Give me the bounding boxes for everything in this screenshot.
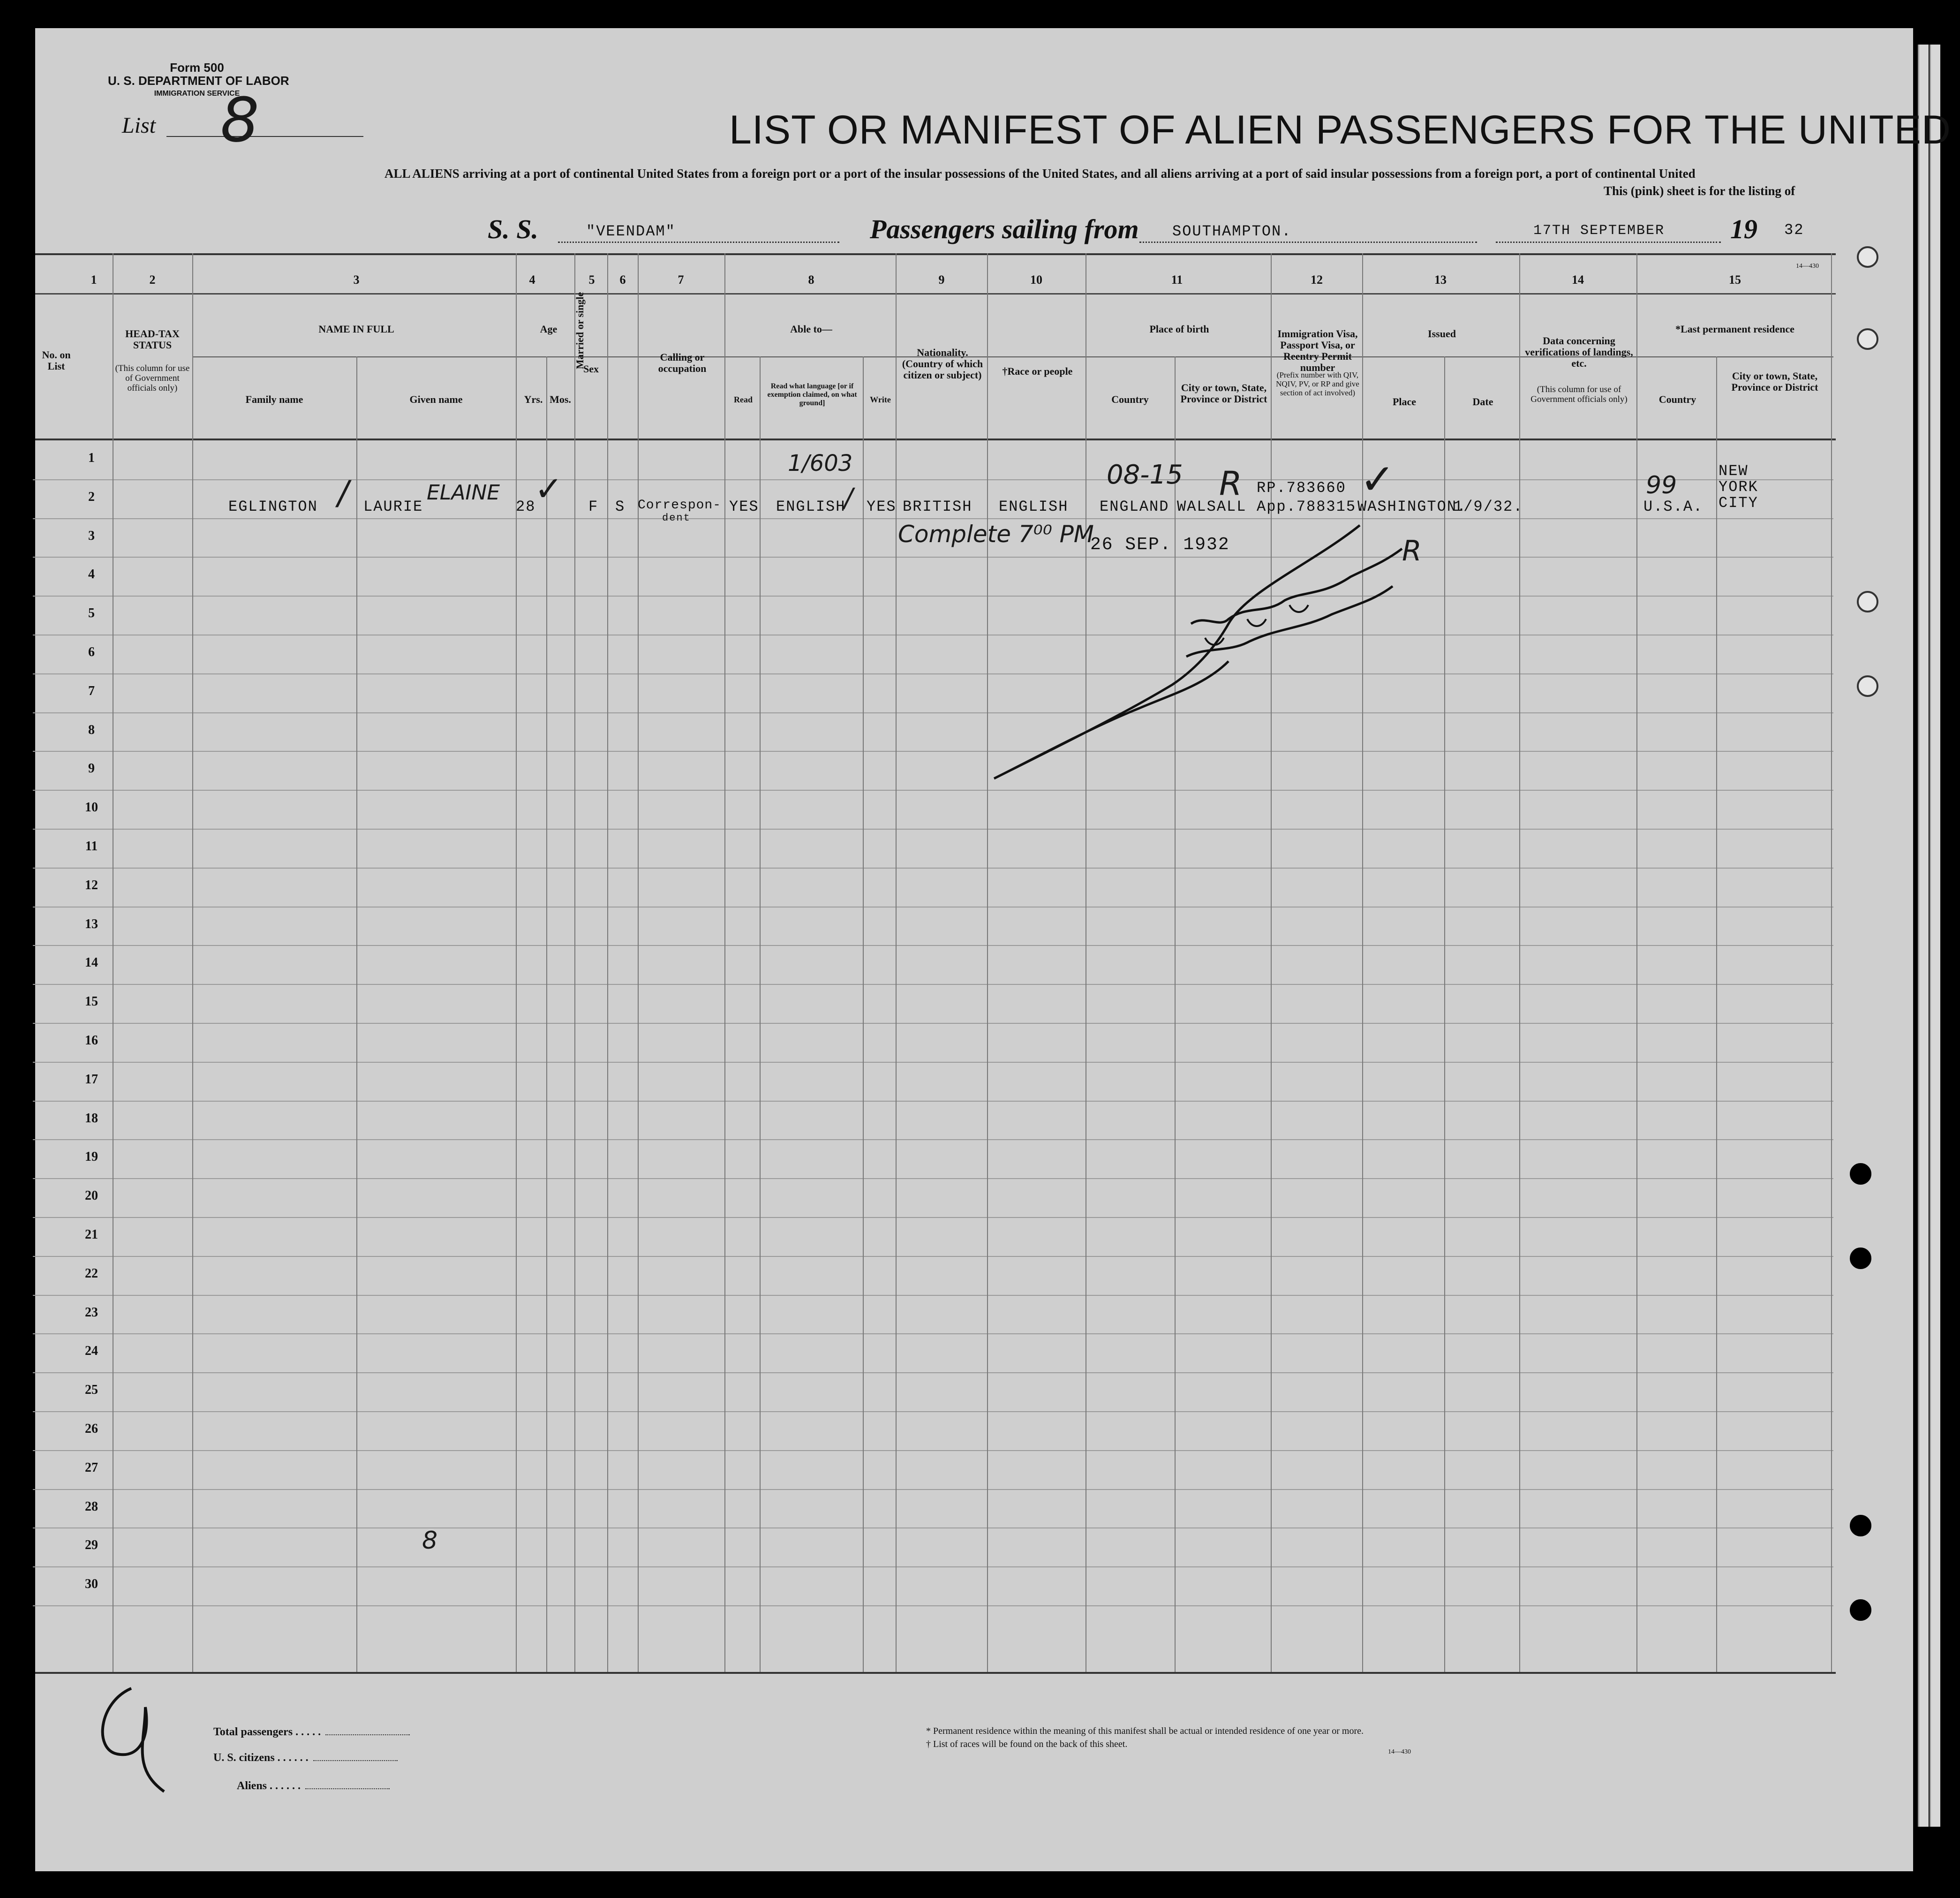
page-edge: [1930, 45, 1940, 1827]
row-rule: [33, 673, 1833, 674]
row-number: 16: [85, 1033, 98, 1048]
binder-hole: [1850, 1163, 1871, 1185]
header-race: †Race or people: [1002, 365, 1073, 377]
column-number: 10: [1030, 273, 1042, 287]
column-number: 1: [90, 273, 97, 287]
header-read: Read: [734, 395, 753, 404]
column-number: 3: [353, 273, 360, 287]
column-rule: [1271, 253, 1272, 1672]
header-write: Write: [870, 395, 891, 404]
row-number: 11: [85, 839, 98, 854]
header-last-residence: *Last permanent residence: [1675, 323, 1794, 335]
row-number: 14: [85, 955, 98, 970]
row-number: 17: [85, 1072, 98, 1087]
row-number: 22: [85, 1266, 98, 1281]
column-rule: [987, 253, 988, 1672]
header-birth-country: Country: [1111, 393, 1149, 405]
row-number: 28: [85, 1499, 98, 1514]
tick-mark: /: [338, 474, 349, 512]
footnote-residence: * Permanent residence within the meaning of this manifest shall be actual or intended residence of one year or more.: [926, 1726, 1364, 1736]
age-years: 28: [516, 498, 536, 515]
column-number: 13: [1434, 273, 1447, 287]
row-number: 10: [85, 800, 98, 815]
row-rule: [33, 790, 1833, 791]
given-name: LAURIE: [363, 498, 423, 515]
page-edge: [1918, 45, 1929, 1827]
row-rule: [33, 1023, 1833, 1024]
ship-name: "VEENDAM": [586, 223, 676, 240]
column-rule: [896, 253, 897, 1672]
column-rule: [1519, 253, 1520, 1672]
year-prefix: 19: [1730, 214, 1757, 244]
row-number: 30: [85, 1577, 98, 1591]
column-number: 5: [588, 273, 595, 287]
column-rule: [1444, 356, 1445, 1672]
header-given-name: Given name: [409, 393, 463, 405]
header-visa: Immigration Visa, Passport Visa, or Reentry Permit number: [1277, 328, 1358, 373]
row-number: 27: [85, 1460, 98, 1475]
footnote-races: † List of races will be found on the back of this sheet.: [926, 1739, 1128, 1749]
nationality: BRITISH: [903, 498, 972, 515]
occupation: Correspon-: [638, 498, 722, 513]
column-rule: [760, 356, 761, 1672]
header-years: Yrs.: [524, 393, 543, 405]
row-rule: [33, 1566, 1833, 1567]
row-rule: [33, 596, 1833, 597]
race: ENGLISH: [999, 498, 1069, 515]
column-rule: [192, 253, 193, 1672]
binder-hole: [1857, 591, 1878, 613]
header-married: Married or single: [574, 292, 586, 370]
column-rule: [863, 356, 864, 1672]
row-rule: [33, 1295, 1833, 1296]
column-rule: [638, 253, 639, 1672]
handwritten-initials: R: [1219, 464, 1242, 503]
row-rule: [33, 518, 1833, 519]
row-rule: [33, 1062, 1833, 1063]
column-number: 14: [1572, 273, 1584, 287]
sex: F: [588, 498, 599, 515]
row-number: 23: [85, 1305, 98, 1320]
column-number: 6: [619, 273, 626, 287]
visa-check: ✓: [1360, 455, 1395, 504]
binder-hole: [1857, 328, 1878, 350]
can-read: YES: [729, 498, 759, 515]
total-passengers-label: Total passengers . . . . .: [213, 1726, 410, 1739]
header-calling: Calling or occupation: [658, 351, 707, 374]
row-number: 9: [88, 761, 95, 776]
departure-port: SOUTHAMPTON.: [1172, 223, 1292, 240]
handwritten-mark: R: [1402, 535, 1422, 567]
residence-country: U.S.A.: [1643, 498, 1704, 515]
list-line: [166, 136, 363, 137]
family-name: EGLINGTON: [228, 498, 318, 515]
row-rule: [33, 1527, 1833, 1528]
sailing-label: Passengers sailing from: [870, 214, 1139, 244]
residence-city: NEW YORK CITY: [1719, 462, 1758, 512]
instructions-line-2: This (pink) sheet is for the listing of: [1604, 184, 1795, 198]
row-rule: [33, 1256, 1833, 1257]
column-number: 2: [149, 273, 156, 287]
handwritten-sheet-number: [75, 1684, 188, 1796]
binder-hole: [1850, 1248, 1871, 1269]
row-number: 20: [85, 1188, 98, 1203]
row-number: 1: [88, 451, 95, 465]
list-number: 8: [220, 84, 259, 156]
column-rule: [546, 356, 547, 1672]
row-number: 19: [85, 1149, 98, 1164]
handwritten-code-4: 8: [422, 1527, 438, 1555]
row-number: 15: [85, 994, 98, 1009]
manifest-sheet: [35, 28, 1913, 1871]
row-rule: [33, 557, 1833, 558]
header-data-note: (This column for use of Government officials only): [1530, 385, 1628, 404]
row-number: 29: [85, 1538, 98, 1552]
row-rule: [33, 1372, 1833, 1373]
write-tick: /: [844, 483, 853, 514]
year-suffix: 32: [1784, 221, 1804, 239]
column-rule: [574, 253, 575, 1672]
column-number: 11: [1171, 273, 1183, 287]
binder-hole: [1850, 1515, 1871, 1536]
header-bottom-rule: [35, 439, 1836, 440]
row-number: 24: [85, 1344, 98, 1358]
row-number: 25: [85, 1383, 98, 1397]
header-residence-country: Country: [1658, 393, 1696, 405]
column-number: 7: [678, 273, 684, 287]
header-issued: Issued: [1428, 328, 1456, 340]
row-number: 3: [88, 529, 95, 543]
header-issued-date: Date: [1472, 396, 1493, 408]
row-rule: [33, 1489, 1833, 1490]
binder-hole: [1857, 675, 1878, 697]
row-rule: [33, 479, 1833, 480]
row-rule: [33, 868, 1833, 869]
header-issued-place: Place: [1392, 396, 1417, 408]
list-label: List: [122, 113, 156, 138]
header-family-name: Family name: [245, 393, 303, 405]
header-sex: Sex: [583, 363, 599, 375]
row-number: 7: [88, 684, 95, 698]
header-read-language: Read what language [or if exemption claimed, on what ground]: [767, 382, 857, 407]
row-rule: [33, 829, 1833, 830]
given-name-handwritten: ELAINE: [427, 481, 500, 505]
row-rule: [33, 712, 1833, 713]
row-number: 6: [88, 645, 95, 659]
header-nationality: Nationality. (Country of which citizen or subject): [902, 347, 983, 381]
aliens-label: Aliens . . . . . .: [237, 1780, 390, 1792]
date-line: [1496, 242, 1721, 243]
header-months: Mos.: [550, 393, 571, 405]
header-head-tax-note: (This column for use of Government officials only): [115, 363, 190, 393]
column-rule: [1636, 253, 1637, 1672]
handwritten-code-1: 1/603: [788, 450, 853, 476]
column-rule: [1716, 356, 1717, 1672]
row-rule: [33, 1178, 1833, 1179]
page-title: LIST OR MANIFEST OF ALIEN PASSENGERS FOR THE UNITED: [729, 107, 1952, 152]
column-rule: [607, 253, 608, 1672]
row-number: 8: [88, 723, 95, 737]
row-rule: [33, 1605, 1833, 1606]
header-birth-city: City or town, State, Province or District: [1180, 382, 1267, 405]
row-number: 13: [85, 917, 98, 931]
table-bottom-rule: [35, 1672, 1836, 1674]
row-number: 12: [85, 878, 98, 892]
column-number: 4: [529, 273, 535, 287]
row-rule: [33, 1217, 1833, 1218]
form-code-header: 14—430: [1796, 263, 1819, 270]
form-code-footer: 14—430: [1388, 1748, 1411, 1755]
form-number: Form 500 U. S. DEPARTMENT OF LABOR IMMIGRATION SERVICE: [108, 60, 289, 98]
marital-status: S: [615, 498, 626, 515]
handwritten-code-2: 08-15: [1107, 460, 1183, 490]
instructions-line-1: ALL ALIENS arriving at a port of continental United States from a foreign port or a port of the insular possessions of the United States, and all aliens arriving at a port of said insular possessions from a foreign port, a port of continental United: [384, 166, 1696, 181]
row-rule: [33, 1101, 1833, 1102]
table-top-rule: [35, 253, 1836, 255]
row-rule: [33, 751, 1833, 752]
header-able-to: Able to—: [790, 323, 832, 335]
ss-label: S. S.: [488, 214, 539, 244]
colnum-rule: [35, 293, 1836, 295]
header-visa-note: (Prefix number with QIV, NQIV, PV, or RP and give section of act involved): [1276, 371, 1359, 397]
row-number: 21: [85, 1227, 98, 1242]
reentry-permit: RP.783660: [1257, 479, 1346, 497]
ship-line: [558, 242, 839, 243]
binder-hole: [1857, 246, 1878, 268]
handwritten-code-3: 99: [1646, 471, 1677, 499]
date-stamp: 26 SEP. 1932: [1090, 535, 1230, 555]
column-number: 12: [1311, 273, 1323, 287]
column-rule: [1831, 253, 1832, 1672]
row-rule: [33, 1139, 1833, 1140]
header-head-tax: HEAD-TAX STATUS: [125, 328, 180, 351]
binder-hole: [1850, 1599, 1871, 1621]
issued-date: 1/9/32.: [1454, 498, 1523, 515]
row-rule: [33, 984, 1833, 985]
row-rule: [33, 945, 1833, 946]
header-name-in-full: NAME IN FULL: [318, 323, 394, 335]
column-number: 15: [1729, 273, 1741, 287]
row-rule: [33, 1450, 1833, 1451]
port-line: [1139, 242, 1477, 243]
reentry-application: App.788315.: [1257, 498, 1366, 515]
handwritten-completed-note: Complete 7⁰⁰ PM: [898, 521, 1094, 548]
header-data-verifications: Data concerning verifications of landings, etc.: [1525, 335, 1633, 369]
inspector-signature: [985, 507, 1407, 797]
age-check: ✓: [535, 469, 563, 508]
header-place-of-birth: Place of birth: [1149, 323, 1209, 335]
occupation-continued: dent: [662, 512, 691, 524]
row-number: 26: [85, 1422, 98, 1436]
row-number: 2: [88, 490, 95, 504]
header-age: Age: [540, 323, 558, 335]
column-rule: [356, 356, 357, 1672]
birth-country: ENGLAND: [1100, 498, 1169, 515]
issued-place: WASHINGTON.: [1357, 498, 1467, 515]
row-rule: [33, 1333, 1833, 1334]
header-residence-city: City or town, State, Province or District: [1731, 370, 1818, 393]
column-rule: [516, 253, 517, 1672]
us-citizens-label: U. S. citizens . . . . . .: [213, 1752, 398, 1764]
row-number: 5: [88, 606, 95, 620]
sailing-date: 17TH SEPTEMBER: [1533, 223, 1665, 239]
row-rule: [33, 1411, 1833, 1412]
birth-city: WALSALL: [1177, 498, 1247, 515]
can-write: YES: [867, 498, 897, 515]
column-rule: [724, 253, 725, 1672]
read-language: ENGLISH: [776, 498, 846, 515]
row-number: 18: [85, 1111, 98, 1126]
header-no-on-list: No. on List: [42, 349, 71, 372]
column-number: 9: [938, 273, 945, 287]
column-number: 8: [808, 273, 814, 287]
row-number: 4: [88, 567, 95, 582]
